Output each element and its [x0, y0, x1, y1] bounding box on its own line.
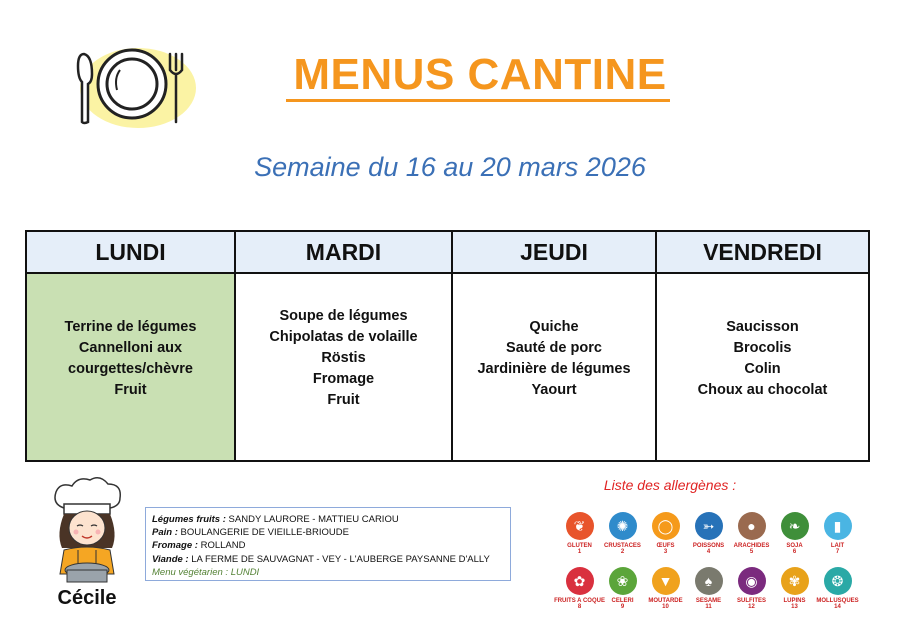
allergen-number: 13: [791, 604, 798, 610]
allergen-number: 10: [662, 604, 669, 610]
shell-icon: ❂: [824, 567, 852, 595]
allergen-number: 4: [706, 549, 711, 555]
suppliers-box: [145, 507, 511, 581]
menu-header-row: [26, 231, 869, 273]
menu-items-row: [26, 273, 869, 461]
allergen-item: [687, 512, 730, 567]
menu-item: Colin: [744, 360, 781, 377]
page-title: MENUS CANTINE: [293, 50, 667, 99]
allergen-number: 3: [663, 549, 668, 555]
allergen-name: ARACHIDES: [733, 543, 770, 549]
allergen-number: 7: [835, 549, 840, 555]
day-header: MARDI: [235, 231, 452, 273]
plate-icon: [70, 42, 198, 130]
allergen-name: ŒUFS: [656, 543, 675, 549]
chef-name: Cécile: [57, 587, 117, 609]
wheat-icon: ❦: [566, 512, 594, 540]
allergen-number: 8: [577, 604, 582, 610]
supplier-line-pain: Pain : BOULANGERIE DE VIEILLE-BRIOUDE: [152, 527, 349, 539]
allergen-name: SULFITES: [736, 598, 766, 604]
allergen-item: [558, 512, 601, 567]
lupin-icon: ✾: [781, 567, 809, 595]
supplier-line-legumes: Légumes fruits : SANDY LAURORE - MATTIEU CARIOU: [152, 514, 399, 525]
allergen-number: 5: [749, 549, 754, 555]
vegetarian-menu-line: Menu végétarien : LUNDI: [152, 566, 260, 578]
fish-icon: ➳: [695, 512, 723, 540]
allergen-item: [601, 512, 644, 567]
day-header: VENDREDI: [656, 231, 869, 273]
allergens-title: Liste des allergènes :: [603, 477, 737, 493]
menu-item: Röstis: [321, 350, 366, 366]
day-header: LUNDI: [26, 231, 235, 273]
day-menu-vendredi: [656, 273, 869, 461]
allergen-name: POISSONS: [692, 543, 725, 549]
allergen-item: [554, 567, 605, 622]
allergen-item: [644, 512, 687, 567]
allergen-name: CRUSTACES: [604, 543, 641, 549]
menu-item: Brocolis: [733, 339, 792, 356]
week-subtitle: Semaine du 16 au 20 mars 2026: [254, 152, 646, 182]
allergen-name: MOLLUSQUES: [816, 598, 859, 604]
allergen-number: 14: [834, 604, 841, 610]
supplier-line-fromage: Fromage : ROLLAND: [152, 540, 246, 552]
menu-item: Chipolatas de volaille: [269, 329, 418, 345]
soy-icon: ❧: [781, 512, 809, 540]
nut-icon: ✿: [566, 567, 594, 595]
peanut-icon: ●: [738, 512, 766, 540]
menu-item: Saucisson: [726, 318, 799, 335]
allergen-item: [816, 567, 859, 622]
supplier-line-viande: Viande : LA FERME DE SAUVAGNAT - VEY - L'AUBERGE PAYSANNE D'ALLY: [152, 553, 490, 565]
milk-icon: ▮: [824, 512, 852, 540]
allergen-number: 9: [620, 604, 625, 610]
allergen-name: CELERI: [611, 598, 634, 604]
day-menu-lundi: [26, 273, 235, 461]
allergen-item: [730, 512, 773, 567]
allergen-number: 11: [705, 604, 712, 610]
menu-table: [25, 230, 870, 462]
menu-item: Fruit: [114, 381, 147, 398]
allergen-item: [687, 567, 730, 622]
day-header: JEUDI: [452, 231, 656, 273]
allergen-number: 2: [620, 549, 625, 555]
allergen-name: SOJA: [786, 543, 803, 549]
sulfite-icon: ◉: [738, 567, 766, 595]
mustard-icon: ▼: [652, 567, 680, 595]
menu-item: Quiche: [529, 318, 579, 335]
menu-item: Sauté de porc: [506, 339, 602, 356]
menu-item: Terrine de légumes: [64, 318, 197, 335]
title-underline: [286, 99, 670, 102]
allergen-name: LUPINS: [783, 598, 806, 604]
day-menu-mardi: [235, 273, 452, 461]
allergen-number: 1: [577, 549, 582, 555]
sesame-icon: ♠: [695, 567, 723, 595]
menu-item: courgettes/chèvre: [68, 360, 193, 377]
allergen-item: [816, 512, 859, 567]
allergen-item: [644, 567, 687, 622]
allergen-name: FRUITS A COQUE: [554, 598, 605, 604]
menu-item: Jardinière de légumes: [477, 360, 631, 377]
menu-item: Choux au chocolat: [697, 381, 828, 398]
allergen-name: MOUTARDE: [648, 598, 683, 604]
allergen-name: GLUTEN: [567, 543, 592, 549]
allergen-item: [730, 567, 773, 622]
egg-icon: ◯: [652, 512, 680, 540]
crab-icon: ✺: [609, 512, 637, 540]
celery-icon: ❀: [609, 567, 637, 595]
menu-item: Soupe de légumes: [279, 308, 408, 324]
menu-item: Fruit: [327, 392, 360, 408]
menu-item: Cannelloni aux: [78, 339, 183, 356]
allergen-name: SESAME: [695, 598, 722, 604]
allergen-item: [773, 567, 816, 622]
allergen-item: [601, 567, 644, 622]
chef-icon: [42, 474, 132, 586]
menu-item: Yaourt: [531, 381, 577, 398]
allergen-item: [773, 512, 816, 567]
allergen-name: LAIT: [830, 543, 845, 549]
menu-item: Fromage: [312, 371, 375, 387]
allergen-number: 12: [748, 604, 755, 610]
day-menu-jeudi: [452, 273, 656, 461]
allergen-number: 6: [792, 549, 797, 555]
allergens-grid: [554, 512, 878, 622]
